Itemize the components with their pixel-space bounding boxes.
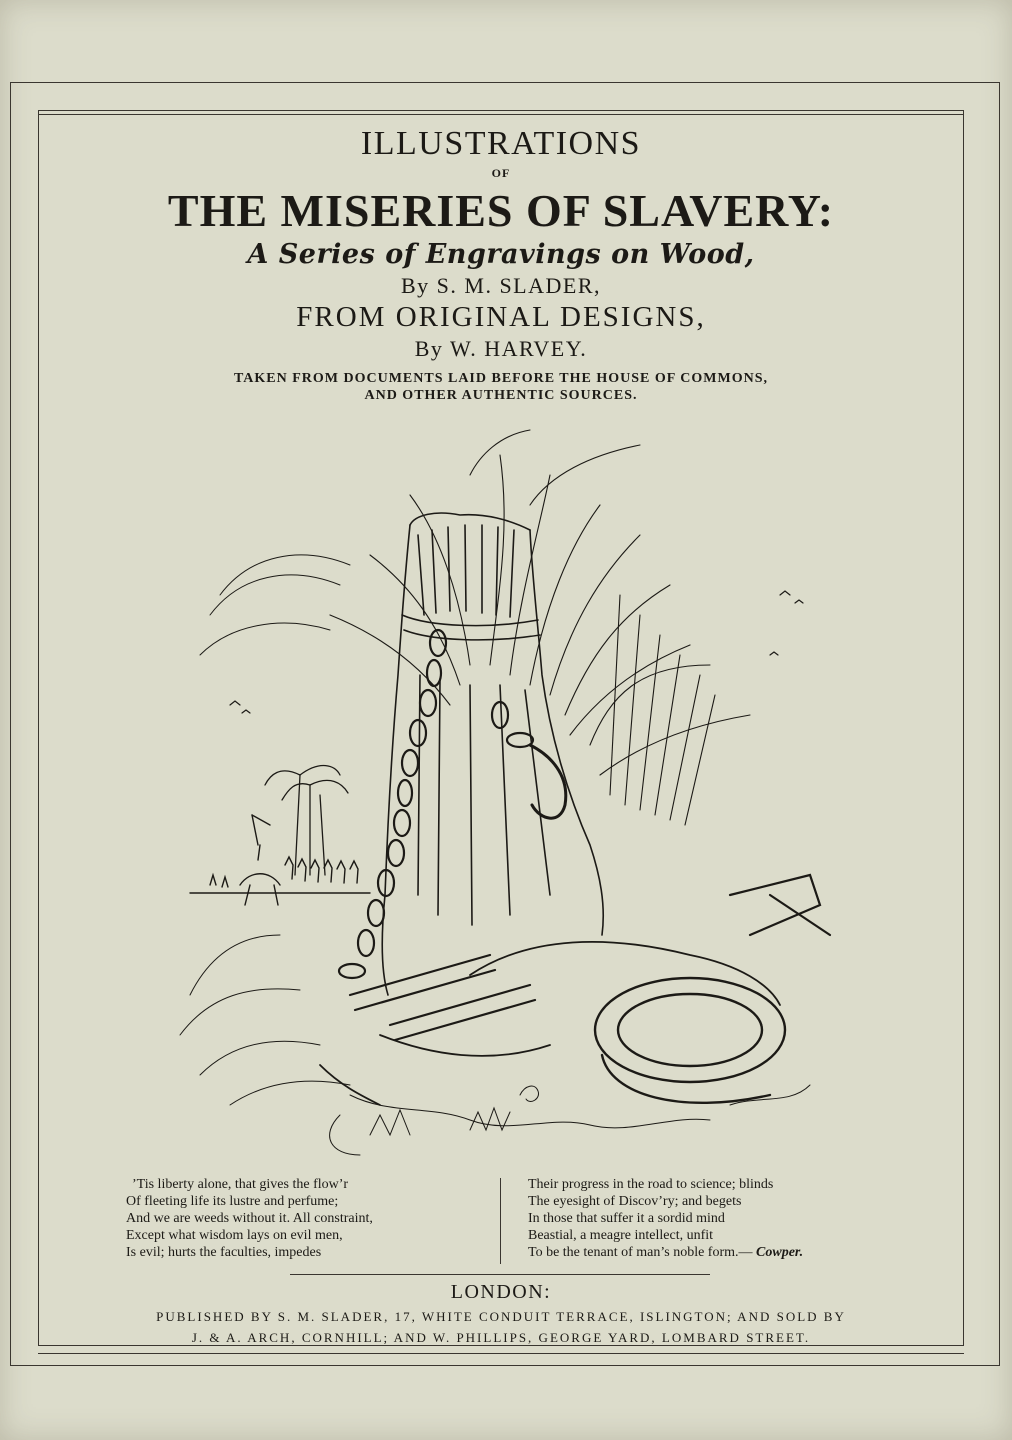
iron-collar [595, 978, 785, 1103]
left-foliage [180, 555, 350, 1105]
engraving-illustration [170, 415, 860, 1175]
poem-attribution: Cowper. [756, 1245, 804, 1260]
title-illustrations: ILLUSTRATIONS [360, 125, 642, 162]
title-of: OF [491, 166, 511, 180]
designs-line: FROM ORIGINAL DESIGNS, [296, 301, 706, 333]
sugar-cane-grass [330, 430, 750, 825]
designer-credit: By W. HARVEY. [414, 336, 588, 361]
poem-line: Of fleeting life its lustre and perfume; [126, 1194, 339, 1209]
poem-line: The eyesight of Discov’ry; and begets [528, 1194, 742, 1209]
poem-line: Is evil; hurts the faculties, impedes [126, 1245, 322, 1260]
birds [230, 591, 803, 713]
poem-line: ’Tis liberty alone, that gives the flow’r [132, 1177, 349, 1192]
poem-line-text: To be the tenant of man’s noble form.— [528, 1245, 753, 1260]
imprint-city: LONDON: [450, 1281, 552, 1303]
foreground-ground [330, 1085, 810, 1155]
footer-rule [290, 1274, 710, 1275]
engraver-credit: By S. M. SLADER, [400, 273, 602, 298]
slave-coffle-scene [190, 815, 370, 905]
poem-line: And we are weeds without it. All constraint, [126, 1211, 373, 1226]
leg-irons [350, 875, 830, 1040]
cowper-poem [38, 1174, 964, 1274]
poem-right-column [528, 1176, 928, 1261]
imprint-sellers: J. & A. ARCH, CORNHILL; AND W. PHILLIPS, GEORGE YARD, LOMBARD STREET. [191, 1330, 811, 1345]
source-line-1: TAKEN FROM DOCUMENTS LAID BEFORE THE HOUSE OF COMMONS, [233, 371, 769, 386]
poem-line-final [528, 1244, 928, 1261]
inner-border-bottom-rule [38, 1353, 964, 1354]
inner-border-top-rule [38, 114, 964, 115]
iron-chain [339, 630, 533, 978]
poem-line: Except what wisdom lays on evil men, [126, 1228, 343, 1243]
title-block [38, 118, 964, 404]
poem-divider [500, 1178, 501, 1264]
imprint-publisher: PUBLISHED BY S. M. SLADER, 17, WHITE CONDUIT TERRACE, ISLINGTON; AND SOLD BY [156, 1309, 846, 1324]
poem-line: Beastial, a meagre intellect, unfit [528, 1228, 714, 1243]
poem-left-column [126, 1176, 506, 1261]
distant-palm-trees [265, 766, 348, 875]
subtitle-blackletter: A Series of Engravings on Wood, [247, 239, 755, 270]
source-line-2: AND OTHER AUTHENTIC SOURCES. [364, 388, 638, 403]
main-title: THE MISERIES OF SLAVERY: [167, 185, 835, 236]
poem-line: In those that suffer it a sordid mind [528, 1211, 725, 1226]
imprint [38, 1278, 964, 1348]
poem-line: Their progress in the road to science; blinds [528, 1177, 774, 1192]
